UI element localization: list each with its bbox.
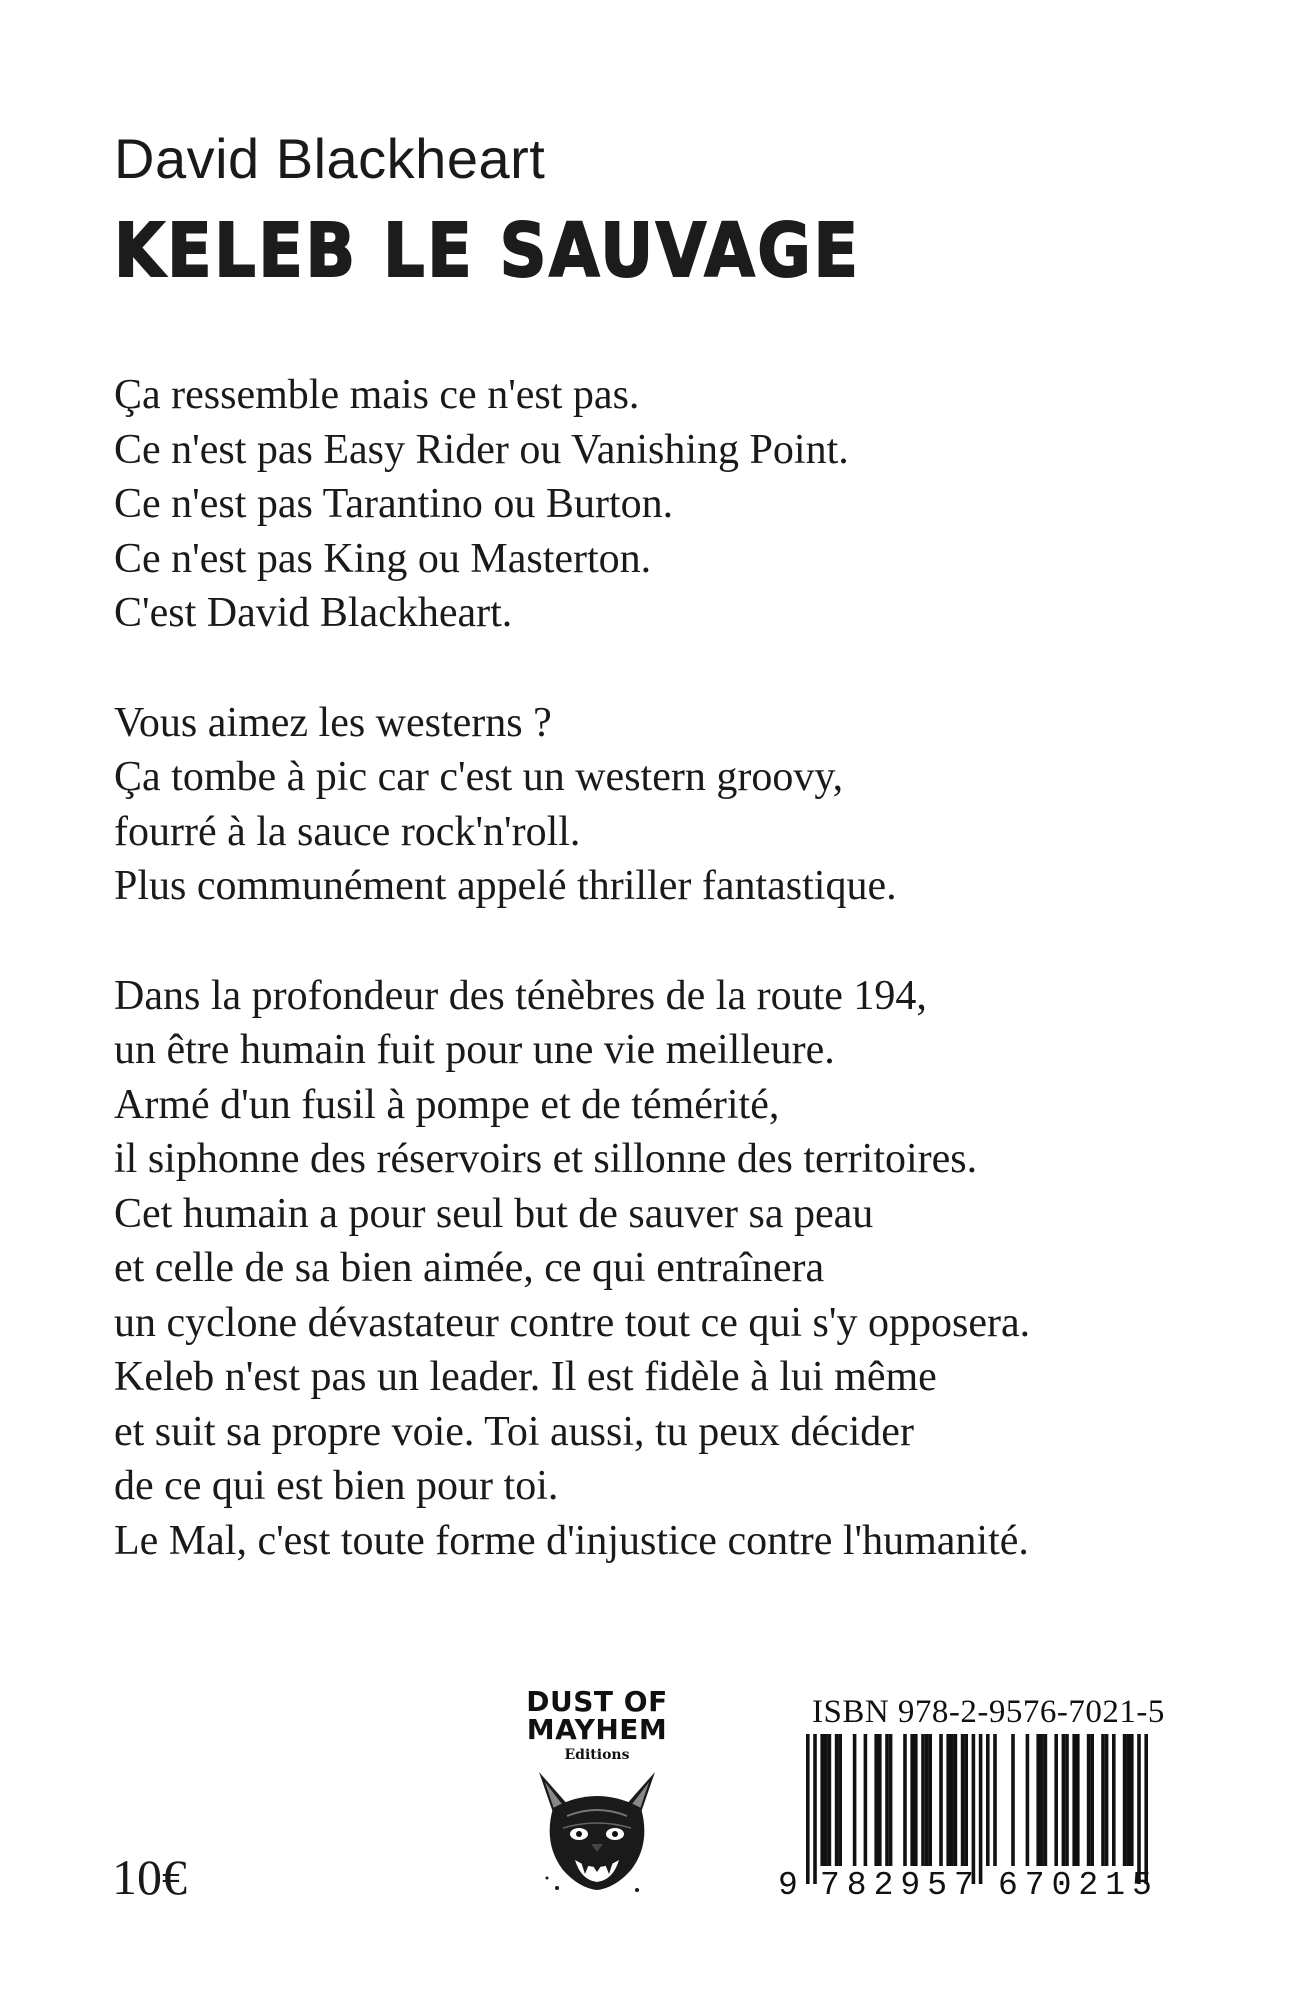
- blurb-line: Plus communément appelé thriller fantastique.: [114, 863, 897, 909]
- barcode-bar: [1105, 1734, 1109, 1866]
- barcode-bar: [993, 1734, 997, 1866]
- blurb-line: il siphonne des réservoirs et sillonne des territoires.: [114, 1136, 978, 1182]
- barcode-bar: [910, 1734, 914, 1866]
- barcode-bar: [1076, 1734, 1080, 1866]
- barcode-bar: [1054, 1734, 1058, 1866]
- book-title: KELEB LE SAUVAGE: [114, 208, 861, 294]
- blurb-line: Ce n'est pas King ou Masterton.: [114, 535, 652, 582]
- barcode-digits-left: 782957: [820, 1867, 981, 1904]
- blurb-line: Ça ressemble mais ce n'est pas.: [114, 372, 640, 418]
- barcode-bar: [903, 1734, 907, 1866]
- bat-head-icon: [517, 1764, 677, 1898]
- blurb-line: un cyclone dévastateur contre tout ce qui s'y opposera.: [114, 1299, 1031, 1346]
- blurb-line: Ce n'est pas Easy Rider ou Vanishing Point.: [114, 426, 849, 473]
- barcode-bar: [986, 1734, 990, 1866]
- barcode-bar: [1026, 1734, 1030, 1866]
- barcode-bar: [878, 1734, 882, 1866]
- barcode-bar: [813, 1734, 817, 1884]
- barcode-bar: [828, 1734, 832, 1866]
- blurb-line: Ça tombe à pic car c'est un western groovy,: [114, 754, 844, 800]
- barcode-bar: [1044, 1734, 1048, 1866]
- back-cover-blurb: [114, 368, 1194, 1623]
- isbn-barcode: [776, 1694, 1176, 1904]
- barcode-bar: [806, 1734, 810, 1884]
- barcode-bar: [838, 1734, 842, 1866]
- barcode-bar: [1137, 1734, 1141, 1884]
- barcode-bar: [939, 1734, 943, 1866]
- blurb-line: de ce qui est bien pour toi.: [114, 1463, 559, 1509]
- publisher-logo-line1: DUST OF: [526, 1685, 668, 1718]
- barcode-bar: [972, 1734, 976, 1884]
- blurb-paragraph-2: [114, 696, 1194, 914]
- blurb-line: et suit sa propre voie. Toi aussi, tu peux décider: [114, 1408, 914, 1455]
- barcode-bar: [1065, 1734, 1069, 1866]
- barcode-bar: [820, 1734, 824, 1866]
- barcode-bar: [1090, 1734, 1094, 1866]
- barcode-digit-first: 9: [778, 1867, 798, 1904]
- blurb-line: Ce n'est pas Tarantino ou Burton.: [114, 481, 674, 527]
- blurb-line: Le Mal, c'est toute forme d'injustice contre l'humanité.: [114, 1517, 1029, 1564]
- barcode-bar: [1087, 1734, 1091, 1866]
- barcode-bar: [1130, 1734, 1134, 1866]
- publisher-logo: [512, 1685, 682, 1898]
- barcode-bar: [925, 1734, 929, 1866]
- barcode-bar: [874, 1734, 878, 1866]
- barcode-bar: [889, 1734, 893, 1866]
- barcode-bar: [1040, 1734, 1044, 1866]
- blurb-line: Dans la profondeur des ténèbres de la route 194,: [114, 972, 927, 1019]
- barcode-digits-right: 670215: [998, 1867, 1159, 1904]
- blurb-paragraph-3: [114, 969, 1194, 1569]
- barcode-bar: [961, 1734, 965, 1866]
- barcode-bar: [946, 1734, 950, 1866]
- blurb-line: Vous aimez les westerns ?: [114, 699, 552, 746]
- barcode-bar: [1072, 1734, 1076, 1866]
- barcode-bar: [835, 1734, 839, 1866]
- barcode-bar: [928, 1734, 932, 1866]
- barcode-bar: [1036, 1734, 1040, 1866]
- barcode-bars: [776, 1734, 1176, 1884]
- barcode-bar: [853, 1734, 857, 1866]
- barcode-bar: [921, 1734, 925, 1866]
- barcode-bar: [1062, 1734, 1066, 1866]
- barcode-bar: [824, 1734, 828, 1866]
- barcode-bar: [885, 1734, 889, 1866]
- price-label: 10€: [112, 1849, 187, 1905]
- blurb-line: fourré à la sauce rock'n'roll.: [114, 808, 581, 855]
- barcode-bar: [1011, 1734, 1015, 1866]
- author-name: David Blackheart: [114, 127, 546, 190]
- blurb-line: et celle de sa bien aimée, ce qui entraînera: [114, 1245, 825, 1291]
- barcode-bar: [1123, 1734, 1127, 1866]
- barcode-bar: [1112, 1734, 1116, 1866]
- blurb-line: Cet humain a pour seul but de sauver sa peau: [114, 1190, 874, 1237]
- barcode-bar: [864, 1734, 868, 1866]
- barcode-bar: [1101, 1734, 1105, 1866]
- barcode-bar: [954, 1734, 958, 1866]
- publisher-logo-line2: MAYHEM: [526, 1713, 668, 1746]
- barcode-bar: [1144, 1734, 1148, 1884]
- barcode-bar: [964, 1734, 968, 1866]
- publisher-logo-line3: Editions: [564, 1747, 630, 1763]
- blurb-paragraph-1: [114, 368, 1194, 641]
- blurb-line: Keleb n'est pas un leader. Il est fidèle à lui même: [114, 1354, 937, 1400]
- blurb-line: Armé d'un fusil à pompe et de témérité,: [114, 1081, 780, 1128]
- blurb-line: un être humain fuit pour une vie meilleure.: [114, 1027, 835, 1073]
- barcode-bar: [1126, 1734, 1130, 1866]
- barcode-bar: [950, 1734, 954, 1866]
- barcode-bar: [979, 1734, 983, 1884]
- isbn-label: ISBN 978-2-9576-7021-5: [812, 1694, 1165, 1730]
- blurb-line: C'est David Blackheart.: [114, 590, 513, 636]
- barcode-bar: [914, 1734, 918, 1866]
